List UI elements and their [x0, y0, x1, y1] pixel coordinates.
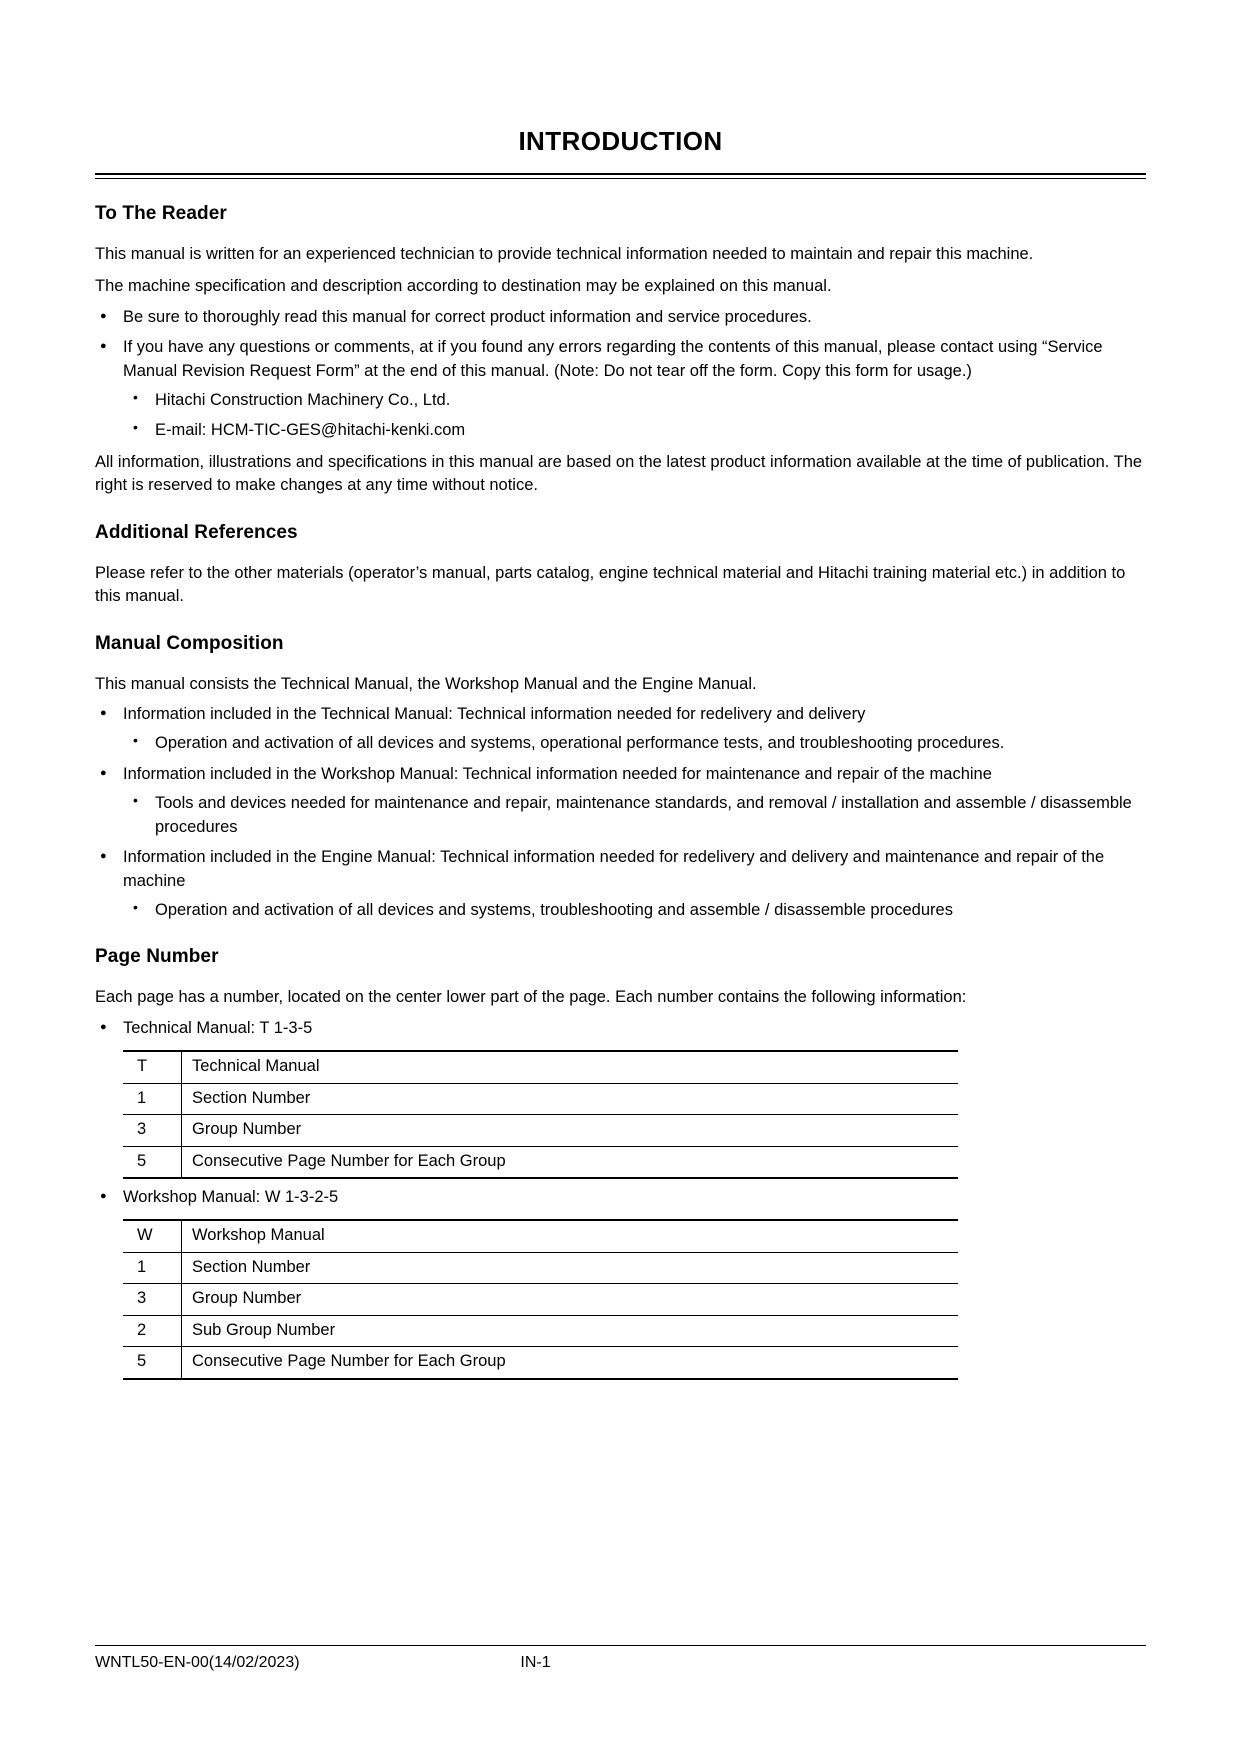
- list-item-text: If you have any questions or comments, at if you found any errors regarding the contents of this manual, please contact using “Service Manual Revision Request Form” at the end of this manual. (Note: Do not tear off the form. Copy this form for usage.): [123, 338, 1103, 380]
- table-row: [123, 1083, 958, 1114]
- paragraph: Please refer to the other materials (operator’s manual, parts catalog, engine technical material and Hitachi training material etc.) in addition to this manual.: [95, 563, 1126, 606]
- footer-divider: [95, 1645, 1146, 1646]
- sub-list: [123, 732, 1146, 755]
- table-cell-desc: Sub Group Number: [182, 1315, 959, 1346]
- list-item-text: Information included in the Engine Manual: Technical information needed for redelivery and delivery and maintenance and repair of the machine: [123, 848, 1105, 890]
- table-row: [123, 1051, 958, 1083]
- paragraph: Each page has a number, located on the center lower part of the page. Each number contains the following information:: [95, 988, 967, 1007]
- table-cell-desc: Consecutive Page Number for Each Group: [182, 1347, 959, 1379]
- paragraph: All information, illustrations and specifications in this manual are based on the latest product information available at the time of publication. The right is reserved to make changes at any time without notice.: [95, 452, 1143, 495]
- bullet-list: [95, 1017, 1146, 1040]
- table-cell-desc: Group Number: [182, 1115, 959, 1146]
- sub-list: [123, 389, 1146, 442]
- table-cell-key: T: [123, 1051, 182, 1083]
- footer-page-number: IN-1: [520, 1654, 551, 1671]
- section-heading-manual-composition: Manual Composition: [95, 632, 284, 654]
- bullet-list: [95, 1186, 1146, 1209]
- sub-list: [123, 792, 1146, 839]
- list-item: [95, 703, 1146, 756]
- table-cell-desc: Workshop Manual: [182, 1220, 959, 1252]
- page-title: INTRODUCTION: [518, 126, 723, 156]
- title-divider: [95, 173, 1146, 179]
- table-row: [123, 1252, 958, 1283]
- list-item: [95, 336, 1146, 442]
- bullet-list: [95, 703, 1146, 922]
- table-cell-desc: Group Number: [182, 1284, 959, 1315]
- sub-list-item: • Tools and devices needed for maintenance and repair, maintenance standards, and removal / installation and assemble / disassemble procedures: [123, 792, 1146, 839]
- list-item-text: Information included in the Technical Manual: Technical information needed for redelivery and delivery: [123, 705, 866, 724]
- table-row: [123, 1347, 958, 1379]
- list-item: ● Be sure to thoroughly read this manual for correct product information and service procedures.: [95, 306, 1146, 329]
- sub-list: [123, 899, 1146, 922]
- footer-document-code: WNTL50-EN-00(14/02/2023): [95, 1654, 300, 1671]
- section-heading-to-the-reader: To The Reader: [95, 203, 227, 224]
- list-item: ● Technical Manual: T 1-3-5: [95, 1017, 1146, 1040]
- table-cell-desc: Consecutive Page Number for Each Group: [182, 1146, 959, 1178]
- technical-manual-code-table: [123, 1050, 958, 1179]
- table-row: [123, 1146, 958, 1178]
- workshop-manual-code-table: [123, 1219, 958, 1379]
- list-item: ● Workshop Manual: W 1-3-2-5: [95, 1186, 1146, 1209]
- table-cell-key: W: [123, 1220, 182, 1252]
- table-row: [123, 1220, 958, 1252]
- list-item: [95, 763, 1146, 839]
- page-footer: [95, 1645, 1146, 1679]
- sub-list-item: • E-mail: HCM-TIC-GES@hitachi-kenki.com: [123, 419, 1146, 442]
- table-cell-desc: Section Number: [182, 1252, 959, 1283]
- table-cell-key: 2: [123, 1315, 182, 1346]
- table-cell-key: 3: [123, 1115, 182, 1146]
- paragraph: This manual consists the Technical Manual, the Workshop Manual and the Engine Manual.: [95, 674, 757, 693]
- table-cell-key: 5: [123, 1347, 182, 1379]
- table-cell-key: 5: [123, 1146, 182, 1178]
- paragraph: This manual is written for an experienced technician to provide technical information needed to maintain and repair this machine.: [95, 245, 1034, 263]
- bullet-list: [95, 306, 1146, 442]
- table-cell-desc: Section Number: [182, 1083, 959, 1114]
- paragraph: The machine specification and description according to destination may be explained on this manual.: [95, 277, 832, 296]
- sub-list-item: • Operation and activation of all devices and systems, operational performance tests, and troubleshooting procedures.: [123, 732, 1146, 755]
- table-cell-key: 1: [123, 1083, 182, 1114]
- table-row: [123, 1315, 958, 1346]
- list-item-text: Information included in the Workshop Manual: Technical information needed for maintenance and repair of the machine: [123, 764, 992, 783]
- sub-list-item: • Hitachi Construction Machinery Co., Ltd.: [123, 389, 1146, 412]
- section-heading-page-number: Page Number: [95, 946, 219, 968]
- list-item: [95, 846, 1146, 922]
- table-row: [123, 1115, 958, 1146]
- table-row: [123, 1284, 958, 1315]
- table-cell-desc: Technical Manual: [182, 1051, 959, 1083]
- sub-list-item: • Operation and activation of all devices and systems, troubleshooting and assemble / disassemble procedures: [123, 899, 1146, 922]
- table-cell-key: 3: [123, 1284, 182, 1315]
- section-heading-additional-references: Additional References: [95, 521, 298, 543]
- table-cell-key: 1: [123, 1252, 182, 1283]
